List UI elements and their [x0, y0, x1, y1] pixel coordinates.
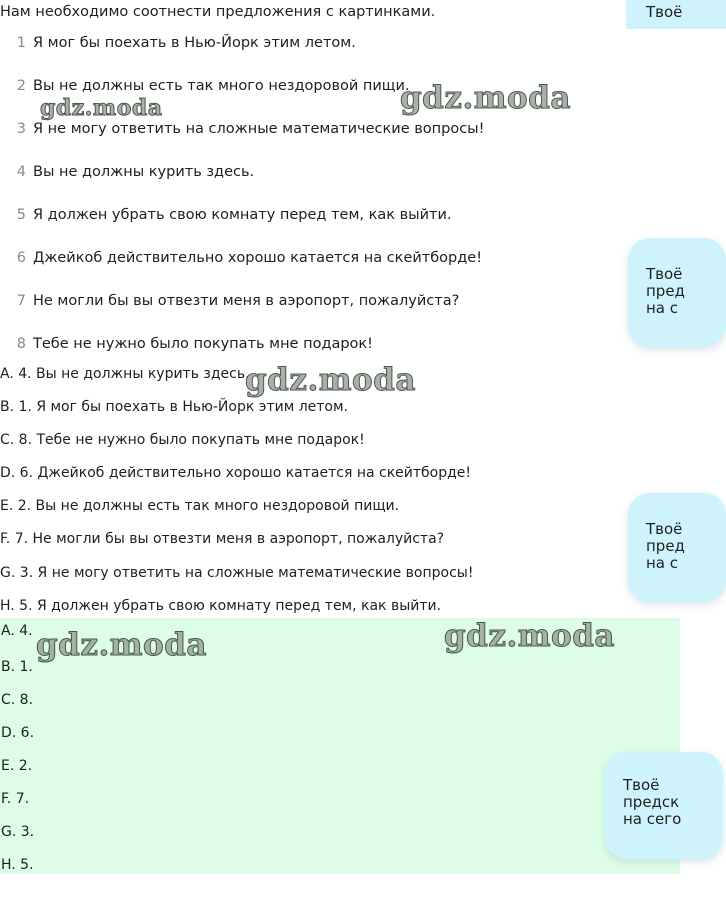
sentence-item	[0, 121, 600, 164]
promo-card[interactable]	[628, 493, 726, 602]
promo-text: Твоё	[646, 3, 683, 21]
answer-line: A. 4.	[1, 623, 33, 639]
watermark-logo: gdz.moda	[40, 95, 163, 121]
sentence-number: 5	[16, 207, 26, 223]
match-list	[0, 366, 600, 631]
promo-text: Твоё	[646, 520, 683, 538]
watermark-logo: gdz.moda	[444, 618, 615, 654]
sentence-text: Вы не должны есть так много нездоровой пищи.	[33, 78, 410, 94]
promo-text: на с	[646, 554, 679, 572]
match-line: H. 5. Я должен убрать свою комнату перед тем, как выйти.	[0, 597, 442, 614]
answer-block	[0, 618, 680, 874]
sentence-item	[0, 207, 600, 250]
answer-line: G. 3.	[1, 824, 35, 840]
match-line: A. 4. Вы не должны курить здесь.	[0, 366, 250, 382]
match-line: E. 2. Вы не должны есть так много нездоровой пищи.	[0, 498, 400, 515]
sentence-text: Джейкоб действительно хорошо катается на скейтборде!	[33, 250, 483, 266]
promo-card[interactable]	[605, 752, 723, 859]
answer-line: B. 1.	[1, 659, 33, 675]
sentence-text: Вы не должны курить здесь.	[33, 164, 255, 180]
sentence-number: 8	[16, 336, 26, 352]
promo-text: на сего	[623, 810, 682, 828]
promo-text: предск	[623, 793, 680, 811]
match-line: B. 1. Я мог бы поехать в Нью-Йорк этим летом.	[0, 399, 349, 416]
sentence-item	[0, 164, 600, 207]
sentence-number: 7	[16, 293, 26, 309]
promo-card[interactable]	[628, 238, 726, 347]
sentence-text: Я не могу ответить на сложные математические вопросы!	[33, 121, 485, 137]
sentence-number: 6	[16, 250, 26, 266]
sentence-text: Тебе не нужно было покупать мне подарок!	[33, 336, 373, 352]
answer-line: D. 6.	[1, 725, 35, 741]
watermark-logo: gdz.moda	[400, 80, 571, 116]
match-line: C. 8. Тебе не нужно было покупать мне подарок!	[0, 432, 365, 449]
task-intro: Нам необходимо соотнести предложения с картинками.	[0, 4, 436, 20]
sentence-number: 2	[16, 78, 26, 94]
promo-text: пред	[646, 282, 685, 300]
promo-text: Твоё	[623, 776, 660, 794]
sentence-list	[0, 35, 600, 379]
promo-text: на с	[646, 299, 679, 317]
sentence-number: 4	[16, 164, 26, 180]
sentence-text: Я мог бы поехать в Нью-Йорк этим летом.	[33, 35, 356, 51]
sentence-item	[0, 78, 600, 121]
promo-banner-top[interactable]	[626, 0, 726, 29]
match-line: D. 6. Джейкоб действительно хорошо катается на скейтборде!	[0, 465, 472, 482]
sentence-text: Я должен убрать свою комнату перед тем, как выйти.	[33, 207, 452, 223]
answer-line: F. 7.	[1, 791, 30, 807]
answer-line: E. 2.	[1, 758, 33, 774]
match-line: G. 3. Я не могу ответить на сложные математические вопросы!	[0, 564, 474, 581]
watermark-logo: gdz.moda	[36, 627, 207, 663]
sentence-number: 3	[16, 121, 26, 137]
match-line: F. 7. Не могли бы вы отвезти меня в аэропорт, пожалуйста?	[0, 531, 445, 548]
answer-line: H. 5.	[1, 857, 34, 873]
promo-text: пред	[646, 537, 685, 555]
sentence-text: Не могли бы вы отвезти меня в аэропорт, пожалуйста?	[33, 293, 460, 309]
answer-line: C. 8.	[1, 692, 34, 708]
sentence-item	[0, 250, 600, 293]
sentence-number: 1	[16, 35, 26, 51]
sentence-item	[0, 35, 600, 78]
sentence-item	[0, 293, 600, 336]
promo-text: Твоё	[646, 265, 683, 283]
watermark-logo: gdz.moda	[245, 362, 416, 398]
